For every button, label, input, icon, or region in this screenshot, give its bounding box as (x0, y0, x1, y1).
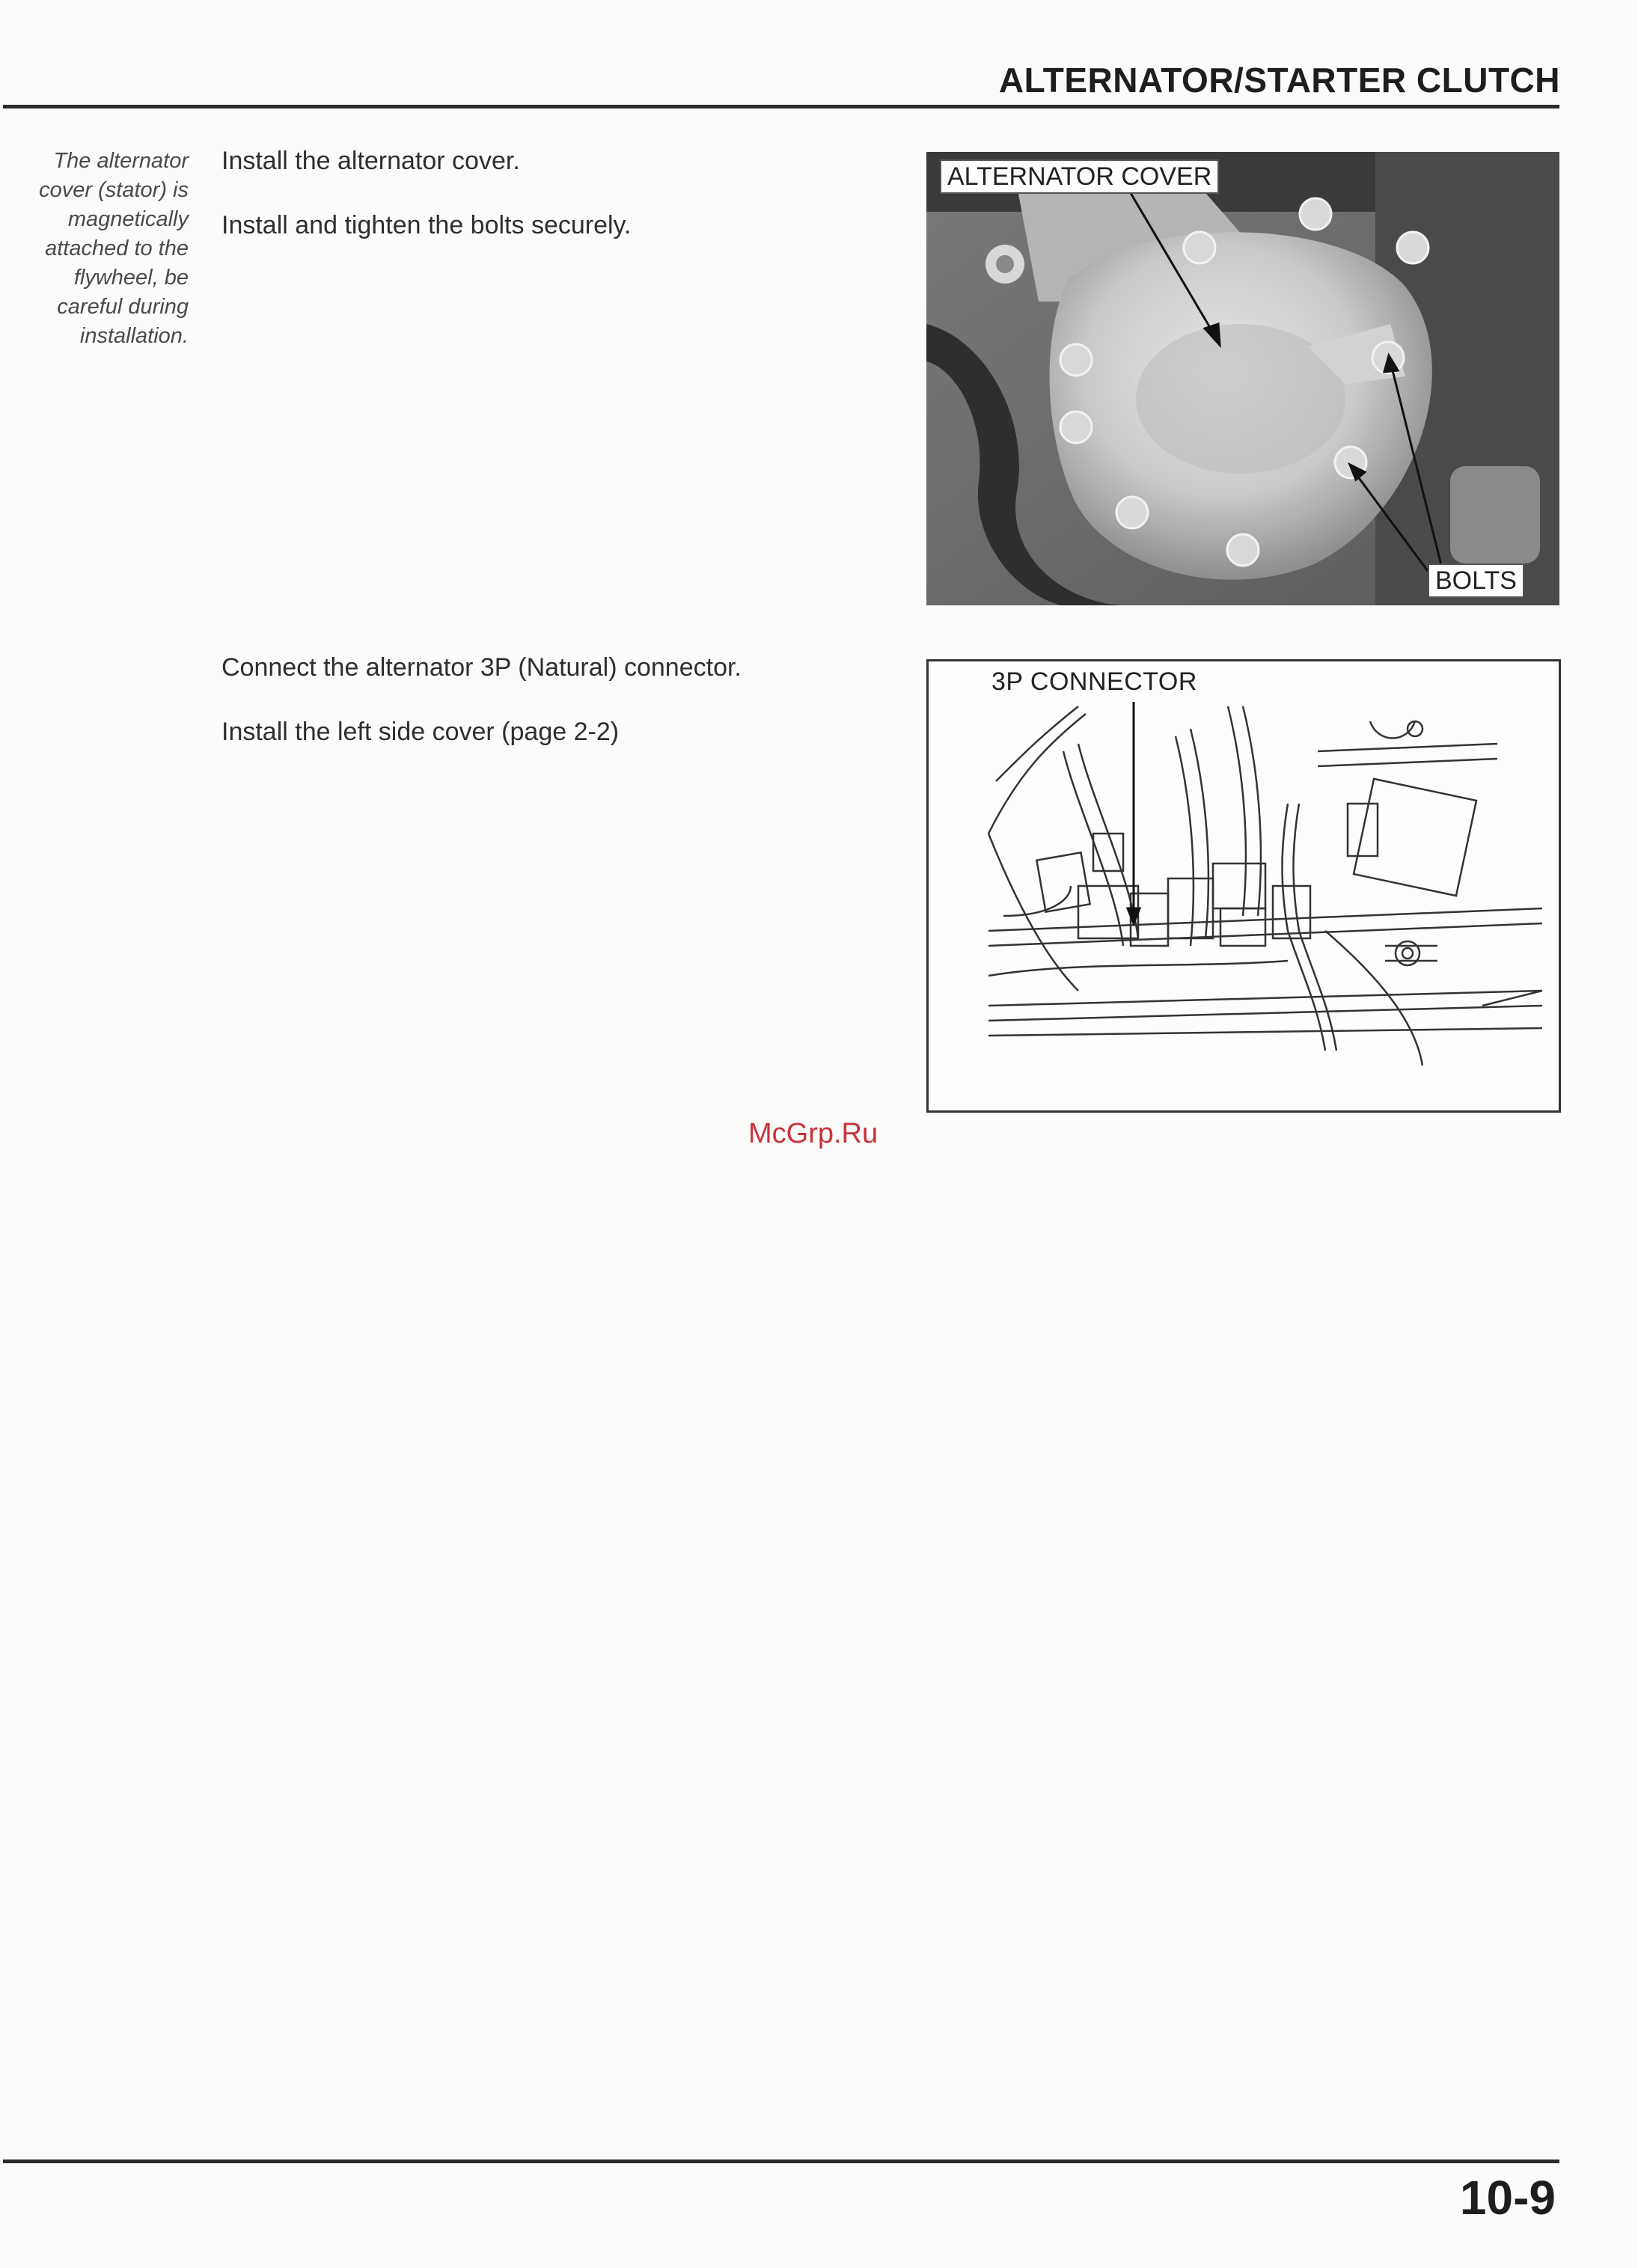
footer-rule (3, 2160, 1559, 2163)
connector-diagram (926, 659, 1561, 1113)
watermark: McGrp.Ru (748, 1118, 878, 1149)
connector-label: 3P CONNECTOR (991, 667, 1197, 696)
bolts-label: BOLTS (1428, 563, 1524, 598)
alternator-cover-label: ALTERNATOR COVER (940, 159, 1219, 194)
instruction-step-3: Connect the alternator 3P (Natural) connector. (221, 653, 742, 682)
instruction-step-1: Install the alternator cover. (221, 147, 520, 175)
connector-illustration (929, 661, 1559, 1110)
instruction-step-4: Install the left side cover (page 2-2) (221, 718, 620, 746)
alternator-cover-illustration (926, 152, 1559, 605)
section-title: ALTERNATOR/STARTER CLUTCH (998, 61, 1560, 100)
alternator-cover-photo (926, 152, 1559, 605)
page-number: 10-9 (1459, 2171, 1556, 2225)
instruction-step-2: Install and tighten the bolts securely. (221, 211, 632, 239)
header-rule (3, 105, 1559, 108)
side-note: The alternator cover (stator) is magnetically attached to the flywheel, be careful during installation. (39, 149, 189, 348)
